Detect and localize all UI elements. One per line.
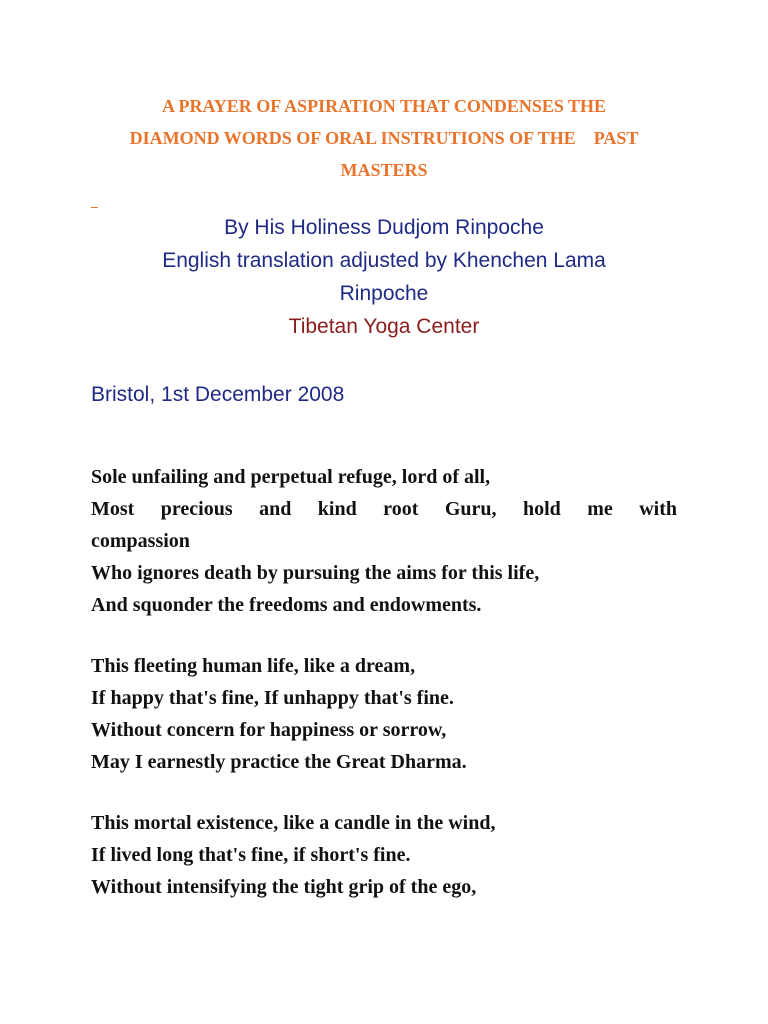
author-line: By His Holiness Dudjom Rinpoche (224, 216, 544, 239)
verse-line: If happy that's fine, If unhappy that's fine. (91, 687, 454, 709)
verse-line: compassion (91, 530, 190, 552)
place-date: Bristol, 1st December 2008 (91, 383, 345, 406)
verse-line: This fleeting human life, like a dream, (91, 655, 416, 677)
verse-line: If lived long that's fine, if short's fine. (91, 844, 411, 866)
title-line-2: DIAMOND WORDS OF ORAL INSTRUTIONS OF THE PAST (129, 128, 639, 148)
credits-block (60, 211, 708, 343)
document-title (60, 90, 708, 186)
stanza-3 (91, 807, 677, 903)
translation-line-2: Rinpoche (339, 282, 429, 305)
title-line-1: A PRAYER OF ASPIRATION THAT CONDENSES THE (161, 96, 607, 116)
translation-line-1: English translation adjusted by Khenchen Lama (162, 249, 606, 272)
stanza-2 (91, 650, 677, 778)
decorative-dash (91, 207, 98, 208)
verse-line: Without concern for happiness or sorrow, (91, 719, 447, 741)
verse-line: Without intensifying the tight grip of the ego, (91, 876, 477, 898)
verse-line: May I earnestly practice the Great Dharma. (91, 751, 467, 773)
stanza-1 (91, 461, 677, 621)
verse-line: Most precious and kind root Guru, hold me with (91, 498, 677, 520)
verse-line: Sole unfailing and perpetual refuge, lord of all, (91, 466, 491, 488)
verse-line: Who ignores death by pursuing the aims for this life, (91, 562, 540, 584)
title-line-3: MASTERS (340, 160, 428, 180)
verse-line: This mortal existence, like a candle in the wind, (91, 812, 496, 834)
verse-line: And squonder the freedoms and endowments. (91, 594, 482, 616)
center-name: Tibetan Yoga Center (288, 315, 480, 338)
